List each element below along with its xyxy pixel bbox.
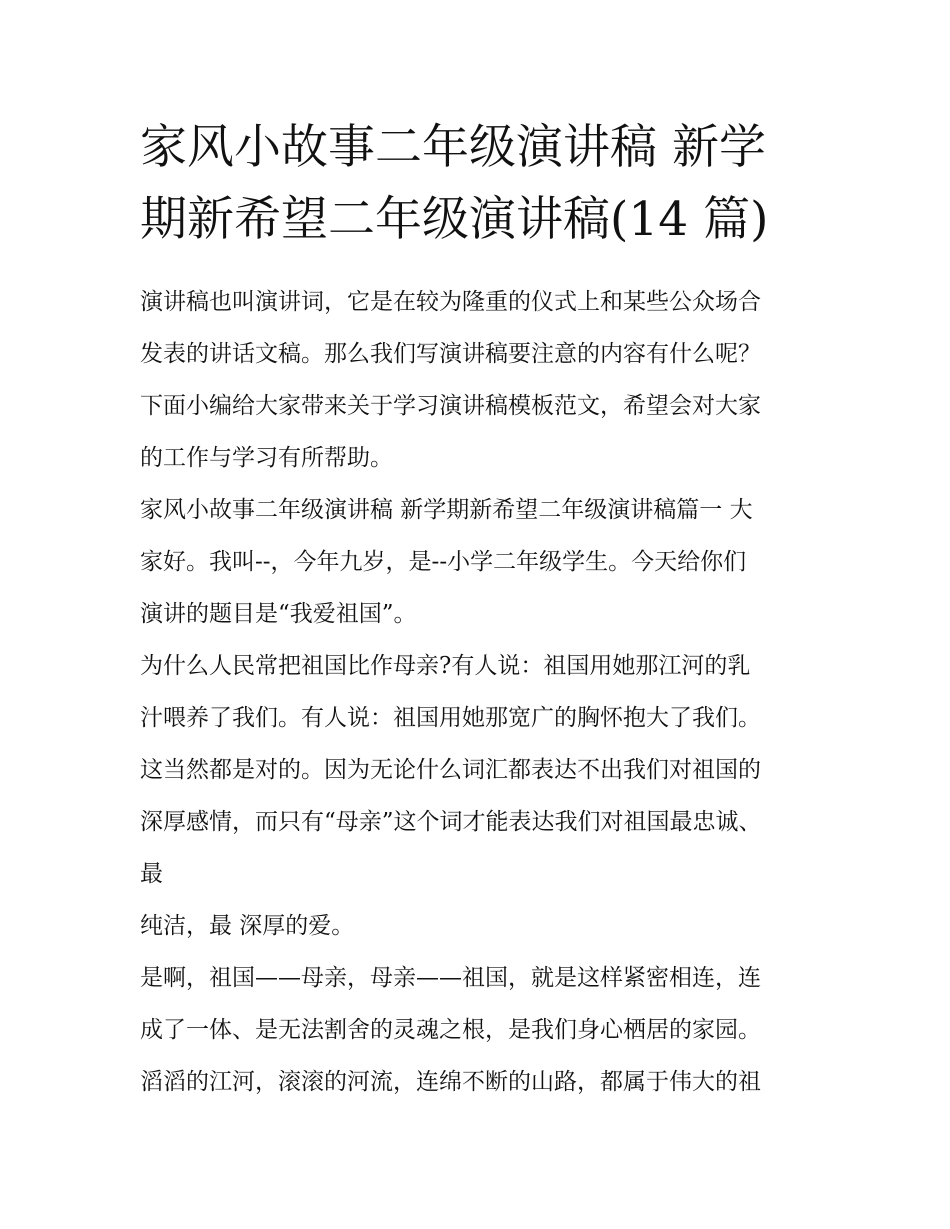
body-line-2: 发表的讲话文稿。那么我们写演讲稿要注意的内容有什么呢？ bbox=[140, 341, 761, 367]
document-body bbox=[140, 276, 820, 1108]
body-line-15: 成了一体、是无法割舍的灵魂之根，是我们身心栖居的家园。 bbox=[140, 1017, 761, 1043]
body-line-7: 演讲的题目是“我爱祖国”。 bbox=[140, 601, 417, 627]
body-line-4: 的工作与学习有所帮助。 bbox=[140, 445, 393, 471]
body-line-9: 汁喂养了我们。有人说：祖国用她那宽广的胸怀抱大了我们。 bbox=[140, 705, 761, 731]
body-line-10: 这当然都是对的。因为无论什么词汇都表达不出我们对祖国的 bbox=[140, 757, 761, 783]
body-line-6: 家好。我叫--，今年九岁，是--小学二年级学生。今天给你们 bbox=[140, 549, 747, 575]
body-line-8: 为什么人民常把祖国比作母亲?有人说：祖国用她那江河的乳 bbox=[140, 653, 751, 679]
body-line-12: 最 bbox=[140, 861, 163, 887]
body-line-14: 是啊，祖国——母亲，母亲——祖国，就是这样紧密相连，连 bbox=[140, 965, 761, 991]
document-title bbox=[140, 112, 820, 256]
body-line-11: 深厚感情，而只有“母亲”这个词才能表达我们对祖国最忠诚、 bbox=[140, 809, 762, 835]
title-line-1: 家风小故事二年级演讲稿 新学 bbox=[140, 120, 766, 175]
body-line-16: 滔滔的江河，滚滚的河流，连绵不断的山路，都属于伟大的祖 bbox=[140, 1069, 761, 1095]
body-line-1: 演讲稿也叫演讲词，它是在较为隆重的仪式上和某些公众场合 bbox=[140, 289, 761, 315]
title-line-2: 期新希望二年级演讲稿(14 篇) bbox=[140, 192, 769, 247]
body-line-13: 纯洁，最 深厚的爱。 bbox=[140, 913, 355, 939]
body-line-5: 家风小故事二年级演讲稿 新学期新希望二年级演讲稿篇一 大 bbox=[140, 497, 753, 523]
body-line-3: 下面小编给大家带来关于学习演讲稿模板范文，希望会对大家 bbox=[140, 393, 761, 419]
